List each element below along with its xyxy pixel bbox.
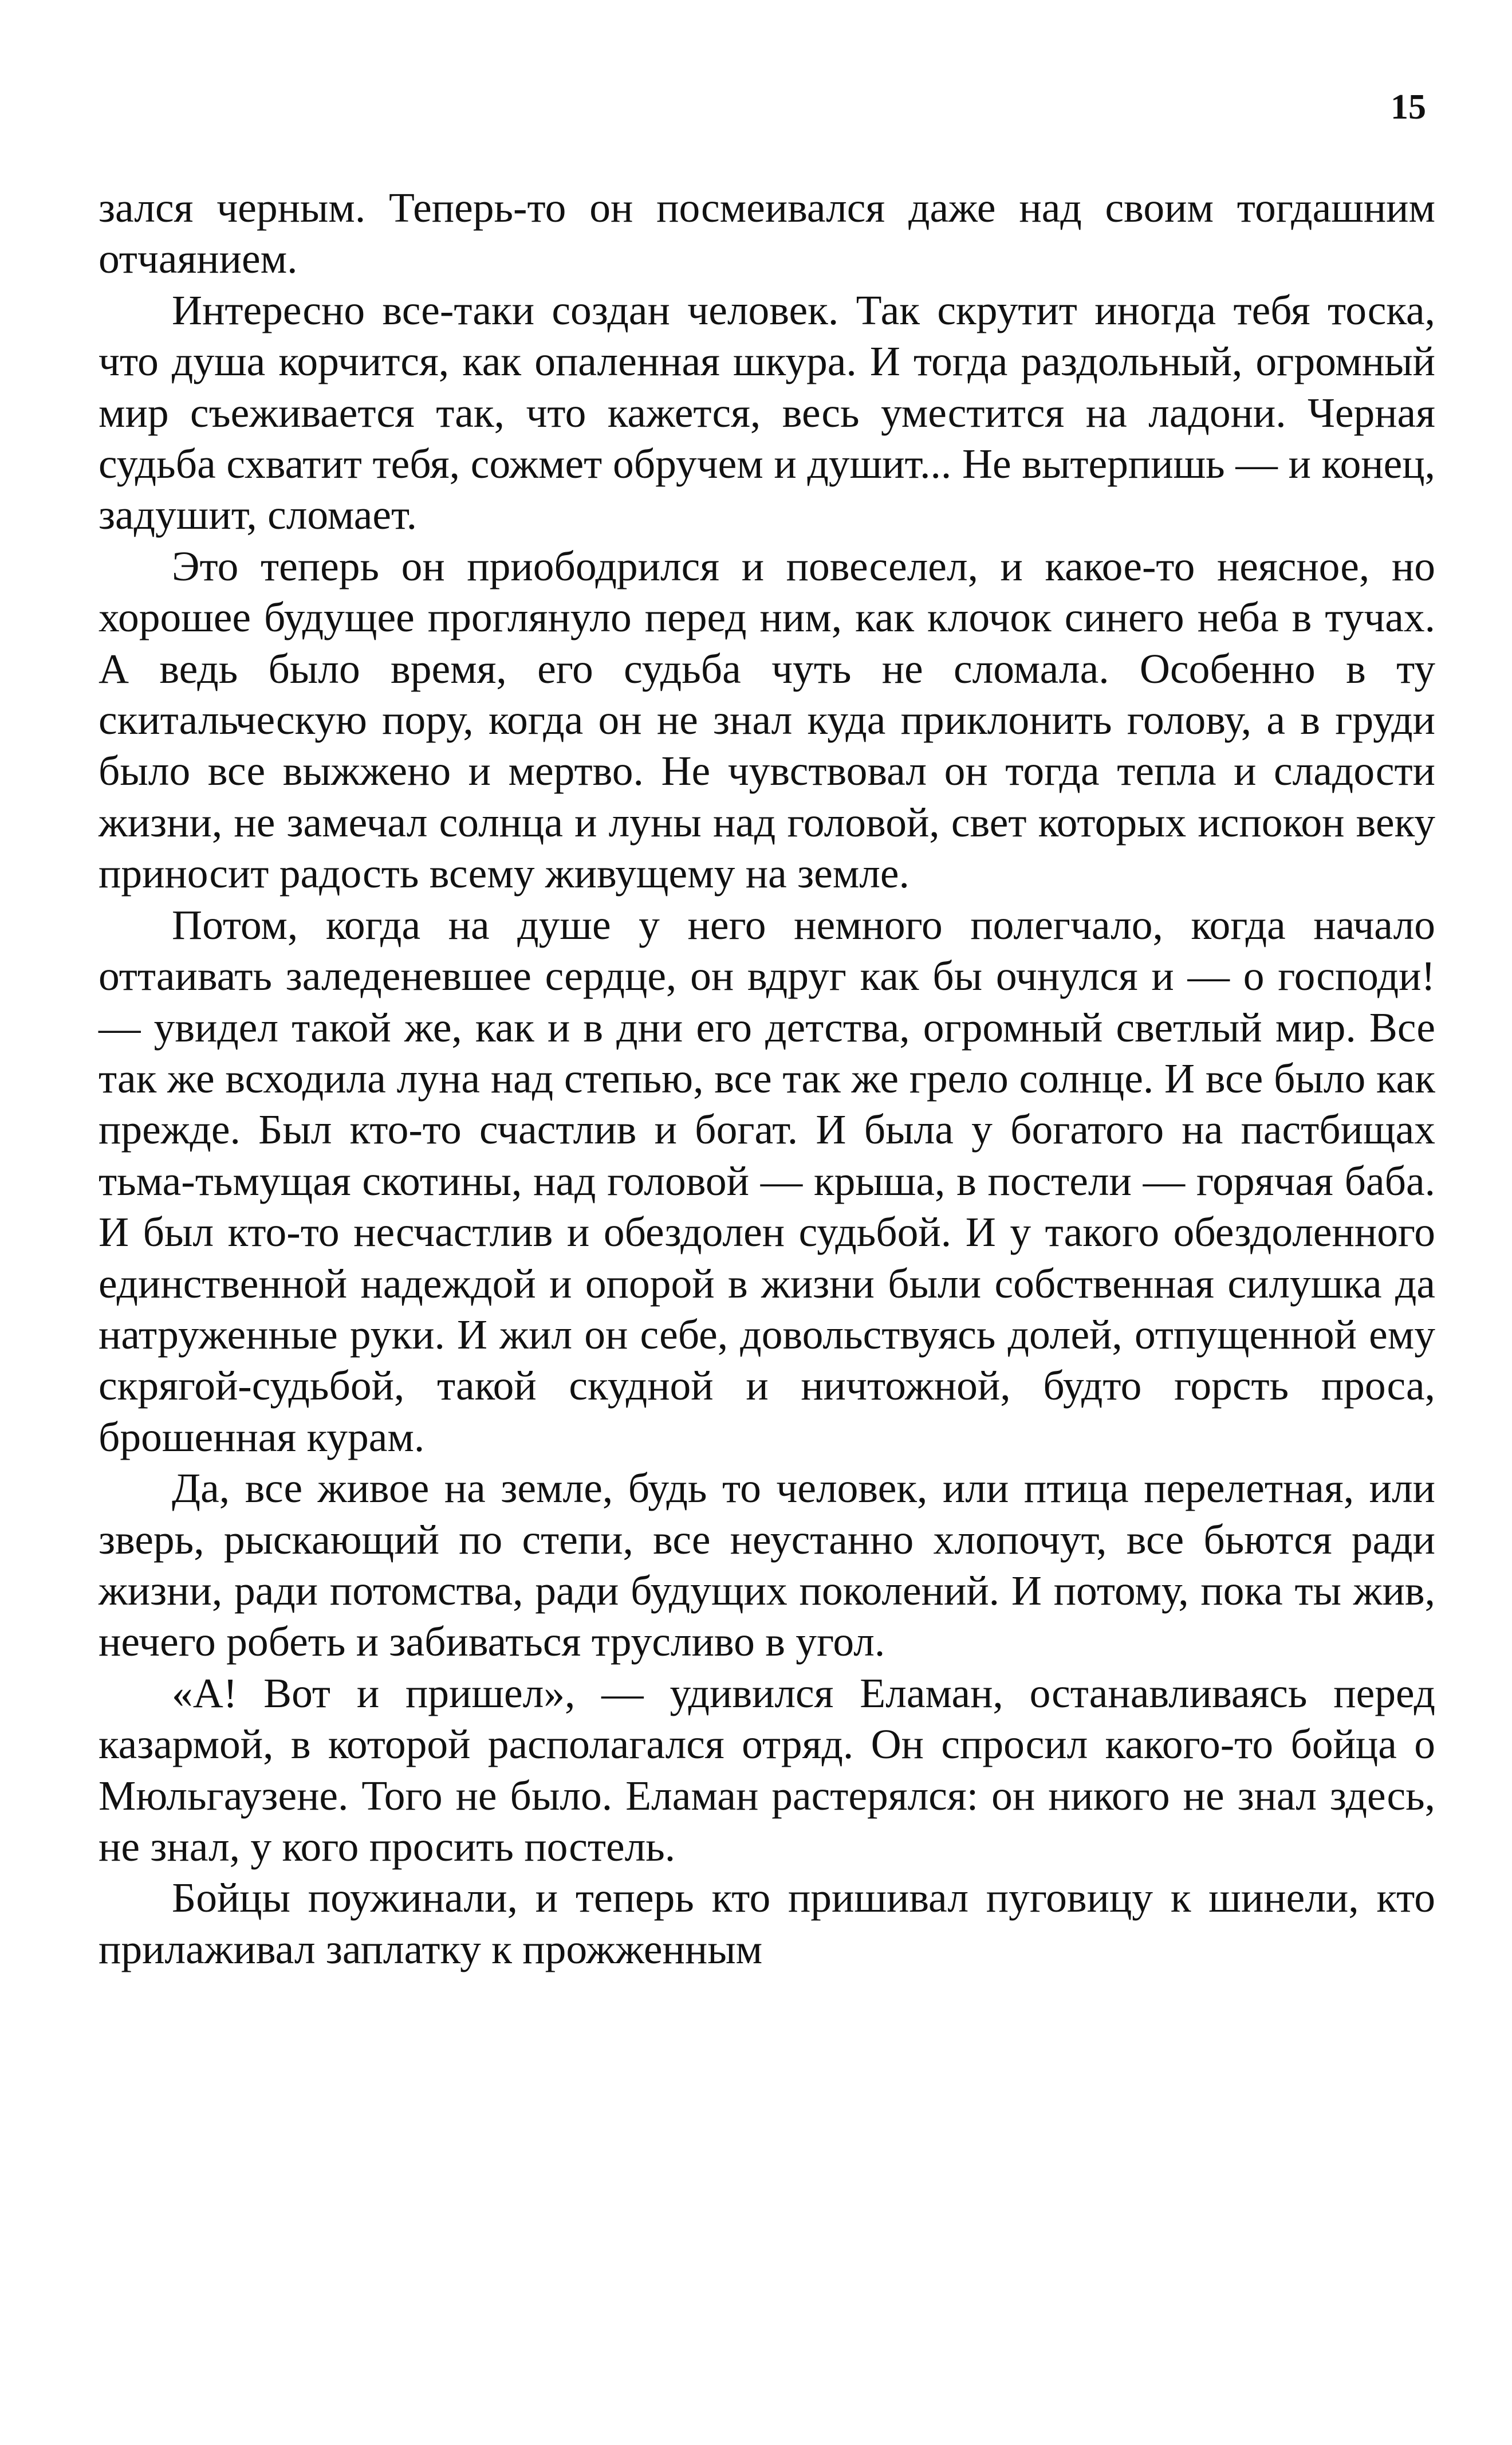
paragraph-bright-world: Потом, когда на душе у него немного полегчало, когда начало оттаивать заледеневшее сердце, он вдруг как бы очнулся и — о господи! — увидел такой же, как и в дни его детства, огромный светлый мир. Все так же всходила луна над степью, все так же грело солнце. И все было как прежде. Был кто-то счастлив и богат. И была у богатого на пастбищах тьма-тьмущая скотины, над головой — крыша, в постели — горячая баба. И был кто-то несчастлив и обездолен судьбой. И у такого обездоленного единственной надеждой и опорой в жизни были собственная силушка да натруженные руки. И жил он себе, довольствуясь долей, отпущенной ему скрягой-судьбой, такой скудной и ничтожной, будто горсть проса, брошенная курам. bbox=[99, 901, 1435, 1460]
paragraph-barracks: «А! Вот и пришел», — удивился Еламан, останавливаясь перед казармой, в которой располагался отряд. Он спросил какого-то бойца о Мюльгаузене. Того не было. Еламан растерялся: он никого не знал здесь, не знал, у кого просить постель. bbox=[99, 1669, 1435, 1870]
paragraph-human-nature: Интересно все-таки создан человек. Так скрутит иногда тебя тоска, что душа корчится, как опаленная шкура. И тогда раздольный, огромный мир съеживается так, что кажется, весь уместится на ладони. Черная судьба схватит тебя, сожмет обручем и душит... Не вытерпишь — и конец, задушит, сломает. bbox=[99, 286, 1435, 538]
paragraph-all-living: Да, все живое на земле, будь то человек, или птица перелетная, или зверь, рыскающий по степи, все неустанно хлопочут, все бьются ради жизни, ради потомства, ради будущих поколений. И потому, пока ты жив, нечего робеть и забиваться трусливо в угол. bbox=[99, 1465, 1435, 1665]
body-text bbox=[99, 182, 1435, 1975]
paragraph-soldiers: Бойцы поужинали, и теперь кто пришивал пуговицу к шинели, кто прилаживал заплатку к прожженным bbox=[99, 1874, 1435, 1972]
paragraph-hope: Это теперь он приободрился и повеселел, и какое-то неясное, но хорошее будущее проглянуло перед ним, как клочок синего неба в тучах. А ведь было время, его судьба чуть не сломала. Особенно в ту скитальческую пору, когда он не знал куда приклонить голову, а в груди было все выжжено и мертво. Не чувствовал он тогда тепла и сладости жизни, не замечал солнца и луны над головой, свет которых испокон веку приносит радость всему живущему на земле. bbox=[99, 543, 1435, 897]
paragraph-continued: зался черным. Теперь-то он посмеивался даже над своим тогдашним отчаянием. bbox=[99, 184, 1435, 282]
page-number: 15 bbox=[1391, 88, 1426, 127]
